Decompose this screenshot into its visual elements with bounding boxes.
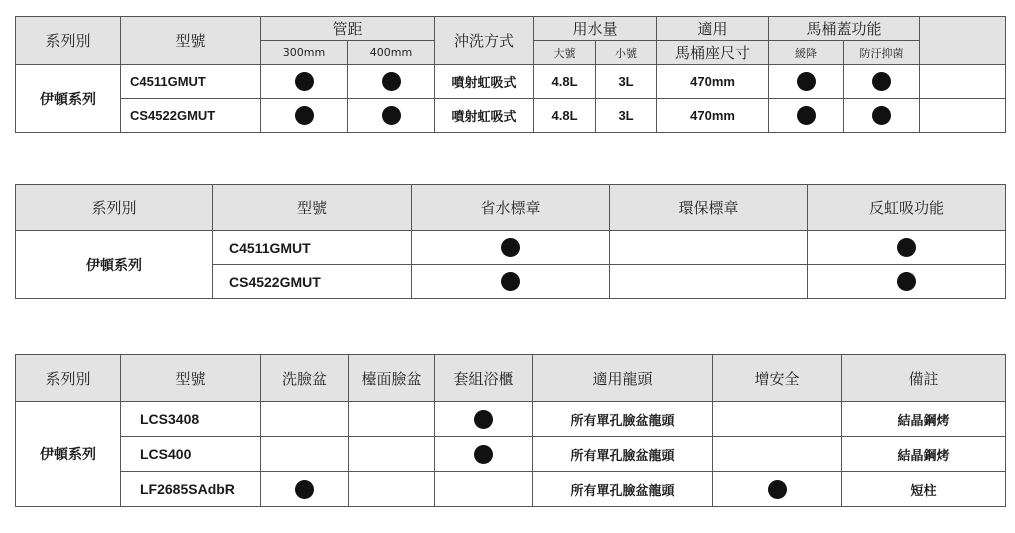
dot-mark [295, 72, 314, 91]
header-anti-siphon: 反虹吸功能 [808, 185, 1006, 231]
dot-mark [474, 445, 493, 464]
seat-cell: 470mm [657, 65, 769, 99]
water-label-cell [412, 265, 610, 299]
dot-mark [474, 410, 493, 429]
pitch-300-cell [261, 99, 348, 133]
header-seat-line2: 馬桶座尺寸 [657, 41, 769, 65]
basin-cell [261, 402, 349, 437]
counter-basin-cell [349, 402, 435, 437]
dot-mark [382, 106, 401, 125]
header-model: 型號 [213, 185, 412, 231]
note-cell: 結晶鋼烤 [842, 402, 1006, 437]
model-cell: LCS3408 [121, 402, 261, 437]
header-pitch-300: 300mm [261, 41, 348, 65]
seat-cell: 470mm [657, 99, 769, 133]
series-cell: 伊頓系列 [16, 65, 121, 133]
dot-mark [797, 106, 816, 125]
table-row [16, 65, 1006, 99]
table-row [16, 437, 1006, 472]
safety-cell [713, 402, 842, 437]
pitch-300-cell [261, 65, 348, 99]
water-big-cell: 4.8L [534, 99, 596, 133]
dot-mark [382, 72, 401, 91]
header-series: 系列別 [16, 355, 121, 402]
safety-cell [713, 437, 842, 472]
table-row [16, 402, 1006, 437]
header-faucet: 適用龍頭 [533, 355, 713, 402]
lid-anti-cell [844, 65, 920, 99]
water-big-cell: 4.8L [534, 65, 596, 99]
eco-label-cell [610, 231, 808, 265]
anti-siphon-cell [808, 231, 1006, 265]
model-cell: CS4522GMUT [121, 99, 261, 133]
certification-table [15, 184, 1006, 299]
header-basin: 洗臉盆 [261, 355, 349, 402]
header-water-label: 省水標章 [412, 185, 610, 231]
note-cell: 短柱 [842, 472, 1006, 507]
header-pitch: 管距 [261, 17, 435, 41]
counter-basin-cell [349, 437, 435, 472]
empty-cell [920, 65, 1006, 99]
dot-mark [897, 272, 916, 291]
header-water-small: 小號 [596, 41, 657, 65]
pitch-400-cell [348, 99, 435, 133]
header-lid-anti: 防汙抑菌 [844, 41, 920, 65]
dot-mark [501, 238, 520, 257]
series-cell: 伊頓系列 [16, 402, 121, 507]
cabinet-cell [435, 402, 533, 437]
flush-cell: 噴射虹吸式 [435, 65, 534, 99]
table-row [16, 231, 1006, 265]
dot-mark [872, 72, 891, 91]
header-counter-basin: 檯面臉盆 [349, 355, 435, 402]
water-small-cell: 3L [596, 65, 657, 99]
water-small-cell: 3L [596, 99, 657, 133]
header-seat-line1: 適用 [657, 17, 769, 41]
model-cell: C4511GMUT [213, 231, 412, 265]
water-label-cell [412, 231, 610, 265]
note-cell: 結晶鋼烤 [842, 437, 1006, 472]
basin-cell [261, 472, 349, 507]
pitch-400-cell [348, 65, 435, 99]
series-cell: 伊頓系列 [16, 231, 213, 299]
model-cell: CS4522GMUT [213, 265, 412, 299]
model-cell: C4511GMUT [121, 65, 261, 99]
header-eco-label: 環保標章 [610, 185, 808, 231]
dot-mark [295, 106, 314, 125]
basin-spec-table [15, 354, 1006, 507]
lid-slow-cell [769, 99, 844, 133]
lid-anti-cell [844, 99, 920, 133]
model-cell: LCS400 [121, 437, 261, 472]
dot-mark [768, 480, 787, 499]
header-lid-function: 馬桶蓋功能 [769, 17, 920, 41]
table-row [16, 99, 1006, 133]
flush-cell: 噴射虹吸式 [435, 99, 534, 133]
dot-mark [797, 72, 816, 91]
cabinet-cell [435, 437, 533, 472]
header-water-big: 大號 [534, 41, 596, 65]
dot-mark [897, 238, 916, 257]
eco-label-cell [610, 265, 808, 299]
dot-mark [872, 106, 891, 125]
counter-basin-cell [349, 472, 435, 507]
header-series: 系列別 [16, 17, 121, 65]
basin-cell [261, 437, 349, 472]
header-empty [920, 17, 1006, 65]
header-cabinet: 套組浴櫃 [435, 355, 533, 402]
dot-mark [501, 272, 520, 291]
anti-siphon-cell [808, 265, 1006, 299]
faucet-cell: 所有單孔臉盆龍頭 [533, 472, 713, 507]
dot-mark [295, 480, 314, 499]
header-flush: 沖洗方式 [435, 17, 534, 65]
header-pitch-400: 400mm [348, 41, 435, 65]
toilet-spec-table [15, 16, 1006, 133]
faucet-cell: 所有單孔臉盆龍頭 [533, 402, 713, 437]
header-safety: 增安全 [713, 355, 842, 402]
empty-cell [920, 99, 1006, 133]
faucet-cell: 所有單孔臉盆龍頭 [533, 437, 713, 472]
header-model: 型號 [121, 17, 261, 65]
safety-cell [713, 472, 842, 507]
model-cell: LF2685SAdbR [121, 472, 261, 507]
header-series: 系列別 [16, 185, 213, 231]
table-row [16, 472, 1006, 507]
header-note: 備註 [842, 355, 1006, 402]
header-water-usage: 用水量 [534, 17, 657, 41]
cabinet-cell [435, 472, 533, 507]
header-lid-slow: 緩降 [769, 41, 844, 65]
header-model: 型號 [121, 355, 261, 402]
lid-slow-cell [769, 65, 844, 99]
